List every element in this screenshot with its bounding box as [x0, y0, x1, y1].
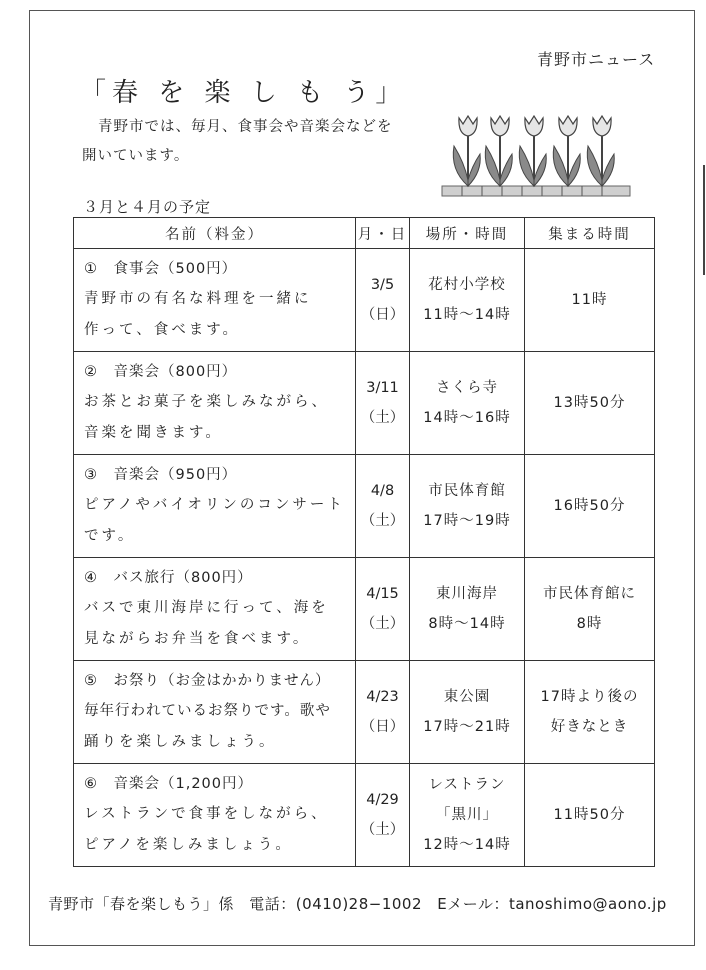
- meet-time: 8時: [576, 616, 603, 632]
- meet-cell: [525, 764, 655, 867]
- event-time: 17時～21時: [423, 719, 511, 735]
- footer-office: 青野市「春を楽しもう」係: [48, 895, 235, 913]
- event-day: （日）: [360, 307, 405, 323]
- meet-cell: [525, 558, 655, 661]
- event-desc: レストランで食事をしながら、: [84, 806, 329, 822]
- event-place: 東公園: [443, 689, 491, 705]
- meet-cell: [525, 249, 655, 352]
- event-day: （日）: [360, 719, 405, 735]
- event-place: 市民体育館: [428, 483, 506, 499]
- date-cell: [356, 352, 410, 455]
- event-cell: [74, 764, 356, 867]
- contact-footer: [48, 893, 677, 914]
- col-header-name: 名前（料金）: [74, 218, 356, 249]
- event-time: 14時～16時: [423, 410, 511, 426]
- event-desc: 作って、食べます。: [84, 322, 241, 338]
- event-desc: 踊りを楽しみましょう。: [84, 734, 277, 750]
- event-date: 4/15: [366, 586, 399, 602]
- meet-time: 11時50分: [553, 807, 626, 823]
- date-cell: [356, 558, 410, 661]
- event-desc: 青野市の有名な料理を一緒に: [84, 291, 312, 307]
- col-header-meet: 集まる時間: [525, 218, 655, 249]
- col-header-place: 場所・時間: [410, 218, 525, 249]
- table-row: [74, 249, 655, 352]
- intro-line-2: 開いています。: [82, 148, 190, 164]
- event-date: 4/29: [366, 792, 399, 808]
- tulips-icon: [438, 110, 634, 200]
- event-day: （土）: [360, 410, 405, 426]
- event-cell: [74, 558, 356, 661]
- table-row: [74, 352, 655, 455]
- footer-email: Eメール：tanoshimo@aono.jp: [437, 895, 667, 913]
- intro-line-1: 青野市では、毎月、食事会や音楽会などを: [98, 119, 393, 135]
- event-place: さくら寺: [436, 380, 498, 396]
- event-cell: [74, 455, 356, 558]
- place-cell: [410, 455, 525, 558]
- col-header-date: 月・日: [356, 218, 410, 249]
- table-row: [74, 764, 655, 867]
- place-cell: [410, 352, 525, 455]
- event-date: 4/8: [370, 483, 395, 499]
- meet-note: 好きなとき: [550, 719, 629, 735]
- event-cell: [74, 249, 356, 352]
- news-label: 青野市ニュース: [537, 50, 656, 69]
- event-desc: 見ながらお弁当を食べます。: [84, 631, 311, 647]
- table-row: [74, 661, 655, 764]
- event-day: （土）: [360, 822, 405, 838]
- schedule-heading: ３月と４月の予定: [83, 198, 212, 216]
- event-desc: ピアノを楽しみましょう。: [84, 837, 293, 853]
- meet-time: 17時より後の: [540, 689, 639, 705]
- event-time: 8時～14時: [428, 616, 506, 632]
- event-name: ① 食事会（500円）: [84, 261, 238, 277]
- intro-text: [82, 113, 422, 171]
- meet-cell: [525, 661, 655, 764]
- table-row: [74, 558, 655, 661]
- event-desc: バスで東川海岸に行って、海を: [84, 600, 329, 616]
- table-header-row: [74, 218, 655, 249]
- event-name: ⑤ お祭り（お金はかかりません）: [84, 673, 331, 689]
- event-name: ③ 音楽会（950円）: [84, 467, 238, 483]
- event-time: 17時～19時: [423, 513, 511, 529]
- place-cell: [410, 661, 525, 764]
- event-day: （土）: [360, 616, 405, 632]
- event-date: 3/11: [366, 380, 399, 396]
- event-name: ④ バス旅行（800円）: [84, 570, 253, 586]
- place-cell: [410, 558, 525, 661]
- event-cell: [74, 661, 356, 764]
- date-cell: [356, 249, 410, 352]
- date-cell: [356, 455, 410, 558]
- event-place: 花村小学校: [428, 277, 506, 293]
- date-cell: [356, 764, 410, 867]
- event-place-name: 「黒川」: [436, 807, 498, 823]
- place-cell: [410, 249, 525, 352]
- event-desc: 音楽を聞きます。: [84, 425, 223, 441]
- event-date: 4/23: [366, 689, 399, 705]
- page-title: 「春 を 楽 し も う」: [80, 78, 408, 108]
- meet-cell: [525, 455, 655, 558]
- event-time: 12時～14時: [423, 837, 511, 853]
- place-cell: [410, 764, 525, 867]
- schedule-table: [73, 217, 655, 867]
- event-place: 東川海岸: [436, 586, 498, 602]
- event-desc: です。: [84, 528, 136, 544]
- event-time: 11時～14時: [423, 307, 511, 323]
- event-name: ② 音楽会（800円）: [84, 364, 238, 380]
- table-row: [74, 455, 655, 558]
- meet-cell: [525, 352, 655, 455]
- date-cell: [356, 661, 410, 764]
- edge-mark: [703, 165, 705, 275]
- event-name: ⑥ 音楽会（1,200円）: [84, 776, 254, 792]
- event-desc: ピアノやバイオリンのコンサート: [84, 497, 345, 513]
- footer-phone: 電話：(0410)28−1002: [249, 895, 423, 913]
- meet-time: 16時50分: [553, 498, 626, 514]
- meet-time: 13時50分: [553, 395, 626, 411]
- meet-time: 11時: [571, 292, 608, 308]
- event-desc: 毎年行われているお祭りです。歌や: [84, 703, 331, 719]
- event-date: 3/5: [370, 277, 395, 293]
- event-day: （土）: [360, 513, 405, 529]
- event-desc: お茶とお菓子を楽しみながら、: [84, 394, 329, 410]
- event-cell: [74, 352, 356, 455]
- meet-place: 市民体育館に: [543, 586, 636, 602]
- event-place: レストラン: [428, 777, 506, 793]
